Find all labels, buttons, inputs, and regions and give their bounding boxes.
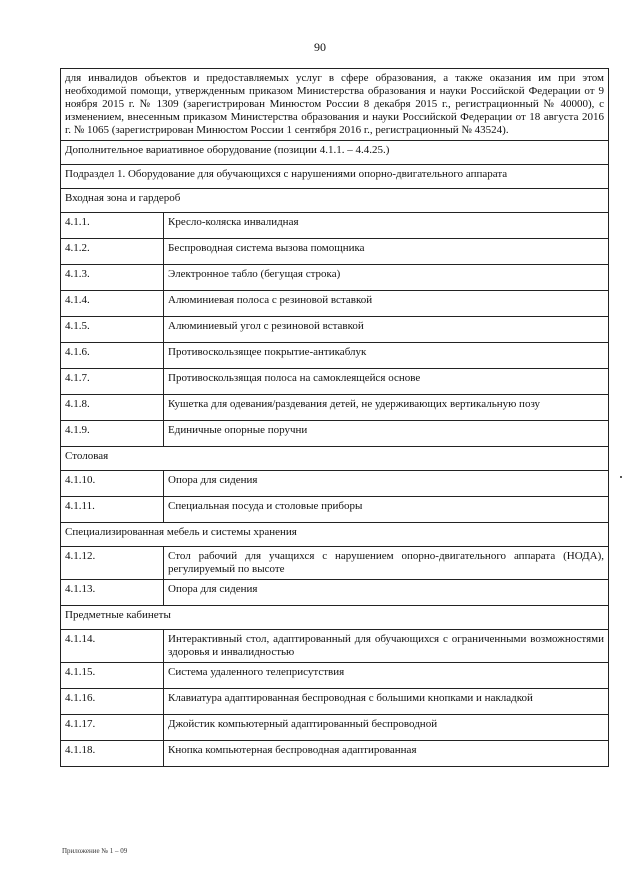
item-name: Кресло-коляска инвалидная — [164, 213, 609, 239]
item-name: Система удаленного телеприсутствия — [164, 663, 609, 689]
table-row — [61, 395, 609, 421]
table-row — [61, 369, 609, 395]
table-row — [61, 663, 609, 689]
item-code: 4.1.3. — [61, 265, 164, 291]
subsection-title: Подраздел 1. Оборудование для обучающихся с нарушениями опорно-двигательного аппарата — [61, 165, 609, 189]
group-row — [61, 189, 609, 213]
item-name: Специальная посуда и столовые приборы — [164, 497, 609, 523]
group-row — [61, 447, 609, 471]
group-title: Специализированная мебель и системы хранения — [61, 523, 609, 547]
table-row — [61, 689, 609, 715]
table-row — [61, 291, 609, 317]
item-code: 4.1.17. — [61, 715, 164, 741]
table-row — [61, 715, 609, 741]
item-code: 4.1.14. — [61, 630, 164, 663]
page-footer: Приложение № 1 – 09 — [62, 847, 128, 855]
item-code: 4.1.16. — [61, 689, 164, 715]
item-name: Джойстик компьютерный адаптированный беспроводной — [164, 715, 609, 741]
table-row — [61, 741, 609, 767]
item-code: 4.1.10. — [61, 471, 164, 497]
page-number: 90 — [314, 40, 326, 54]
item-name: Кушетка для одевания/раздевания детей, не удерживающих вертикальную позу — [164, 395, 609, 421]
item-code: 4.1.5. — [61, 317, 164, 343]
table-row — [61, 343, 609, 369]
item-name: Противоскользящая полоса на самоклеящейся основе — [164, 369, 609, 395]
table-row — [61, 265, 609, 291]
table-row — [61, 213, 609, 239]
item-code: 4.1.18. — [61, 741, 164, 767]
item-name: Стол рабочий для учащихся с нарушением опорно-двигательного аппарата (НОДА), регулируемый по высоте — [164, 547, 609, 580]
item-code: 4.1.15. — [61, 663, 164, 689]
table-row — [61, 580, 609, 606]
table-row — [61, 630, 609, 663]
group-title: Столовая — [61, 447, 609, 471]
intro-text: для инвалидов объектов и предоставляемых услуг в сфере образования, а также оказания им при этом необходимой помощи, утвержденным приказом Министерства образования и науки Российской Федерации от 9 ноября 2015 г. № 1309 (зарегистрирован Минюстом России 8 декабря 2015 г., регистрационный № 40000), с изменением, внесенным приказом Министерства образования и науки Российской Федерации от 18 августа 2016 г. № 1065 (зарегистрирован Минюстом России 1 сентября 2016 г., регистрационный № 43524). — [61, 69, 609, 141]
item-code: 4.1.6. — [61, 343, 164, 369]
group-title: Входная зона и гардероб — [61, 189, 609, 213]
item-name: Опора для сидения — [164, 580, 609, 606]
item-code: 4.1.13. — [61, 580, 164, 606]
table-row — [61, 547, 609, 580]
item-code: 4.1.4. — [61, 291, 164, 317]
table-row — [61, 497, 609, 523]
item-code: 4.1.8. — [61, 395, 164, 421]
scan-speck — [620, 476, 622, 478]
item-name: Алюминиевая полоса с резиновой вставкой — [164, 291, 609, 317]
item-name: Беспроводная система вызова помощника — [164, 239, 609, 265]
item-name: Электронное табло (бегущая строка) — [164, 265, 609, 291]
item-name: Единичные опорные поручни — [164, 421, 609, 447]
subsection-row — [61, 165, 609, 189]
section-title: Дополнительное вариативное оборудование (позиции 4.1.1. – 4.4.25.) — [61, 141, 609, 165]
table-row — [61, 239, 609, 265]
table-row — [61, 421, 609, 447]
item-name: Кнопка компьютерная беспроводная адаптированная — [164, 741, 609, 767]
table-row — [61, 471, 609, 497]
item-name: Клавиатура адаптированная беспроводная с большими кнопками и накладкой — [164, 689, 609, 715]
group-title: Предметные кабинеты — [61, 606, 609, 630]
intro-row — [61, 69, 609, 141]
group-row — [61, 523, 609, 547]
item-code: 4.1.1. — [61, 213, 164, 239]
item-name: Опора для сидения — [164, 471, 609, 497]
item-name: Алюминиевый угол с резиновой вставкой — [164, 317, 609, 343]
item-code: 4.1.12. — [61, 547, 164, 580]
table-row — [61, 317, 609, 343]
item-code: 4.1.7. — [61, 369, 164, 395]
item-code: 4.1.9. — [61, 421, 164, 447]
item-name: Интерактивный стол, адаптированный для обучающихся с ограниченными возможностями здоровья и инвалидностью — [164, 630, 609, 663]
item-code: 4.1.11. — [61, 497, 164, 523]
group-row — [61, 606, 609, 630]
item-code: 4.1.2. — [61, 239, 164, 265]
section-row — [61, 141, 609, 165]
equipment-table — [60, 68, 609, 767]
item-name: Противоскользящее покрытие-антикаблук — [164, 343, 609, 369]
